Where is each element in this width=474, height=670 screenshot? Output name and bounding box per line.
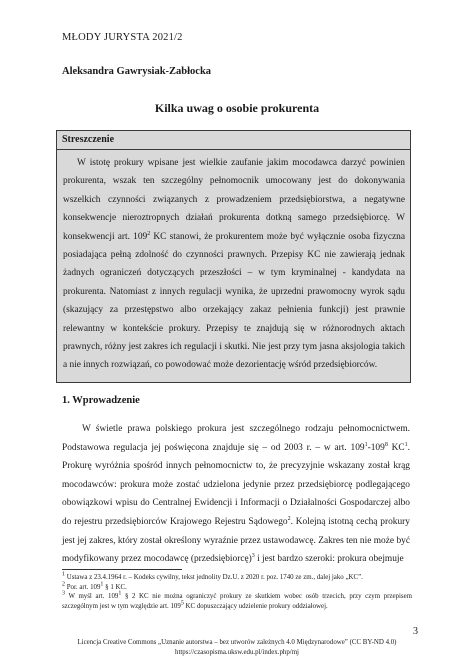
body-text-part-4: . Prokurę wyróżnia spośród innych pełnomocnictw to, że precyzyjnie wskazany został krąg mocodawców: prokura może zostać udzielona jedynie przez przedsiębiorcę podlegającego obowiązkowi wpisu do Centralnej Ewidencji i Informacji o Działalności Gospodarczej albo do rejestru przedsiębiorców Krajowego Rejestru Sądowego bbox=[62, 442, 410, 527]
license-footer bbox=[0, 638, 474, 658]
abstract-text-part-1: W istotę prokury wpisane jest wielkie zaufanie jakim mocodawca darzyć powinien prokurenta, wszak ten szczególny pełnomocnik umocowany jest do dokonywania wszelkich czynności związanych z prowadzeniem przedsiębiorstwa, a negatywne konsekwencje nieroztropnych działań prokurenta dotkną samego przedsiębiorcę. W konsekwencji art. 109 bbox=[63, 158, 405, 242]
footnote-1-text: Ustawa z 23.4.1964 r. – Kodeks cywilny, tekst jednolity Dz.U. z 2020 r. poz. 1740 ze zm., dalej jako „KC”. bbox=[65, 574, 363, 581]
footnote-1-number: 1 bbox=[62, 571, 65, 578]
footnote-ref-2[interactable]: 2 bbox=[287, 515, 291, 522]
section-heading: 1. Wprowadzenie bbox=[62, 395, 140, 406]
footnotes bbox=[62, 573, 412, 611]
footnote-3-text-b: § 2 KC nie można ograniczyć prokury ze skutkiem wobec osób trzecich, przy czym przepisem szczególnym jest w tym względzie art. 109 bbox=[62, 593, 412, 610]
body-paragraph bbox=[62, 420, 410, 569]
footnote-ref-3[interactable]: 3 bbox=[251, 553, 255, 560]
body-text-part-6: i jest bardzo szeroki: prokura obejmuje bbox=[254, 554, 404, 565]
body-text-part-5: . Kolejną istotną cechą prokury jest jej zakres, który został określony wyraźnie przez ustawodawcę. Zakres ten nie może być modyfikowany przez mocodawcę (przedsiębiorcę) bbox=[62, 516, 410, 565]
footnote-3-sup-2: 5 bbox=[180, 600, 184, 607]
footnote-divider bbox=[62, 569, 182, 570]
footnote-ref-1[interactable]: 1 bbox=[404, 441, 408, 448]
footnote-3-sup: 1 bbox=[118, 590, 122, 597]
abstract-text-part-2: KC stanowi, że prokurentem może być wyłącznie osoba fizyczna posiadająca pełną zdolność do czynności prawnych. Przepisy KC nie zawierają jednak żadnych ograniczeń dotyczących przeszłości – w tym kryminalnej - kandydata na prokurenta. Natomiast z innych regulacji wynika, że uprzedni prawomocny wyrok sądu (skazujący za przestępstwo albo orzekający zakaz pełnienia funkcji) jest prawnie relewantny w kontekście prokury. Przepisy te znajdują się w różnorodnych aktach prawnych, różny jest zakres ich regulacji i skutki. Nie jest przy tym jasna aksjologia takich a nie innych rozwiązań, co powodować może dezorientację wśród przedsiębiorców. bbox=[63, 231, 405, 371]
license-text: Licencja Creative Commons „Uznanie autorstwa – bez utworów zależnych 4.0 Międzynarodowe” (CC BY-ND 4.0) bbox=[77, 639, 397, 646]
body-sup-2: 8 bbox=[384, 441, 388, 448]
footnote-2 bbox=[62, 583, 412, 593]
footnote-3-text-c: KC dopuszczający udzielenie prokury oddziałowej. bbox=[183, 602, 328, 610]
footnote-2-number: 2 bbox=[62, 581, 65, 588]
footnote-2-text-a: Por. art. 109 bbox=[65, 583, 101, 591]
abstract-heading: Streszczenie bbox=[57, 131, 410, 150]
author-name: Aleksandra Gawrysiak-Zabłocka bbox=[62, 66, 212, 77]
journal-url-link[interactable]: https://czasopisma.uksw.edu.pl/index.php/mj bbox=[175, 649, 299, 656]
body-sup-1: 1 bbox=[364, 441, 368, 448]
footnote-2-text-b: § 1 KC. bbox=[103, 583, 127, 591]
body-text-part-1: W świetle prawa polskiego prokura jest szczególnego rodzaju pełnomocnictwem. Podstawowa regulacja jej poświęcona znajduje się – od 2003 r. – w art. 109 bbox=[62, 424, 410, 453]
journal-header: MŁODY JURYSTA 2021/2 bbox=[62, 32, 183, 43]
footnote-3-number: 3 bbox=[62, 590, 65, 597]
footnote-3-text-a: W myśl art. 109 bbox=[65, 593, 119, 601]
abstract-sup: 2 bbox=[147, 230, 151, 237]
footnote-2-sup: 1 bbox=[100, 581, 104, 588]
article-title: Kilka uwag o osobie prokurenta bbox=[154, 101, 320, 115]
abstract-text bbox=[63, 154, 405, 375]
footnote-3 bbox=[62, 592, 412, 611]
body-text-part-3: KC bbox=[387, 442, 405, 453]
page-number: 3 bbox=[413, 626, 418, 637]
footnote-1 bbox=[62, 573, 412, 583]
abstract-box bbox=[56, 130, 411, 383]
body-text-part-2: -109 bbox=[367, 442, 385, 453]
